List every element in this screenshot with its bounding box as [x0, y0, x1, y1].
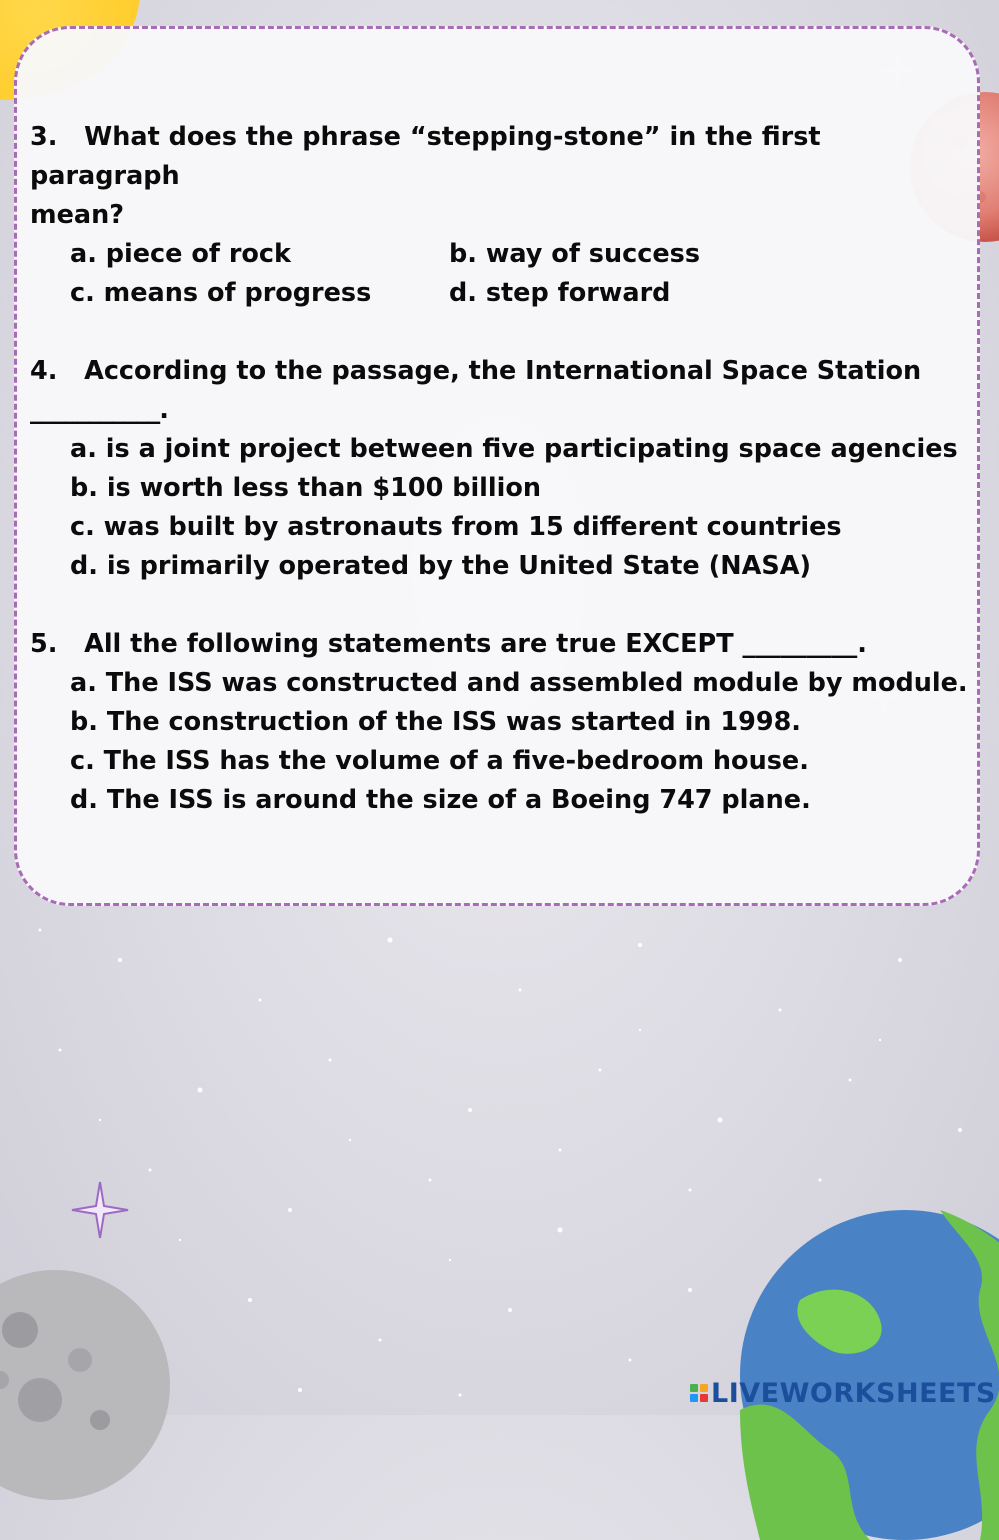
question-number: 5. — [30, 629, 58, 659]
question-5 — [30, 625, 968, 820]
logo-square — [700, 1394, 708, 1402]
option-d[interactable]: d. The ISS is around the size of a Boeing 747 plane. — [70, 785, 811, 815]
option-c[interactable]: c. means of progress — [70, 278, 372, 308]
option-a[interactable]: a. piece of rock — [70, 239, 292, 269]
logo-square — [690, 1384, 698, 1392]
option-b[interactable]: b. way of success — [449, 239, 701, 269]
option-d[interactable]: d. step forward — [449, 278, 671, 308]
question-3 — [30, 118, 960, 313]
logo-text: LIVEWORKSHEETS — [711, 1377, 996, 1409]
question-4 — [30, 352, 960, 586]
logo-square — [690, 1394, 698, 1402]
question-text: All the following statements are true EXCEPT _________. — [84, 629, 867, 659]
question-text-continued: mean? — [30, 200, 125, 230]
option-row — [30, 235, 960, 274]
option-c[interactable]: c. The ISS has the volume of a five-bedroom house. — [70, 746, 809, 776]
option-b[interactable]: b. is worth less than $100 billion — [70, 473, 542, 503]
option-row — [30, 274, 960, 313]
option-d[interactable]: d. is primarily operated by the United State (NASA) — [70, 551, 812, 581]
question-text: According to the passage, the International Space Station — [84, 356, 922, 386]
option-c[interactable]: c. was built by astronauts from 15 different countries — [70, 512, 842, 542]
logo-mark-icon — [690, 1384, 708, 1402]
logo-square — [700, 1384, 708, 1392]
option-a[interactable]: a. The ISS was constructed and assembled module by module. — [70, 668, 968, 698]
questions-block — [30, 118, 968, 820]
option-a[interactable]: a. is a joint project between five participating space agencies — [70, 434, 958, 464]
earth-planet-icon — [740, 1210, 999, 1540]
moon-icon — [0, 1270, 170, 1500]
question-number: 4. — [30, 356, 58, 386]
option-b[interactable]: b. The construction of the ISS was started in 1998. — [70, 707, 801, 737]
sparkle-icon — [70, 1180, 130, 1240]
liveworksheets-logo — [690, 1378, 996, 1408]
question-number: 3. — [30, 122, 58, 152]
answer-blank: ___________. — [30, 395, 168, 425]
question-text: What does the phrase “stepping-stone” in the first paragraph — [30, 122, 821, 191]
